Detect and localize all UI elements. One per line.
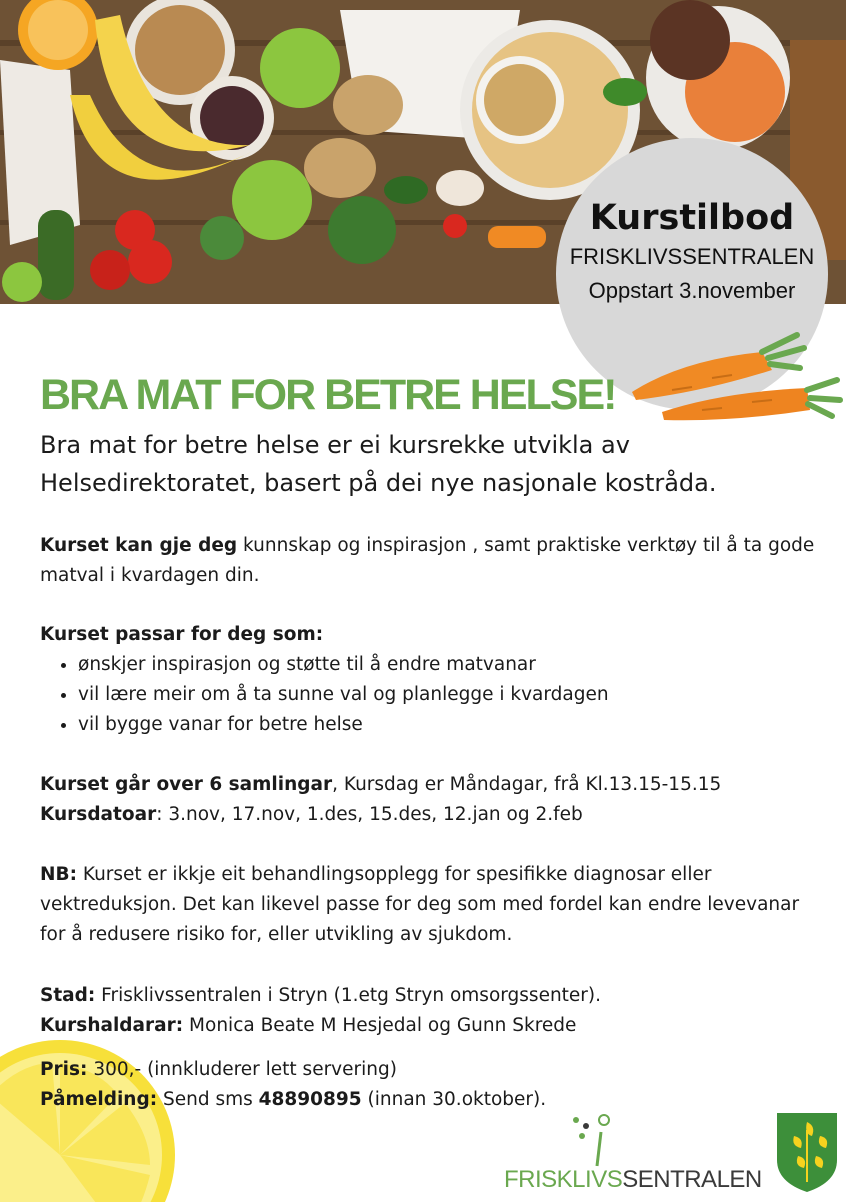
course-sessions [40, 770, 830, 830]
course-benefit-text: kunnskap og inspirasjon , samt praktiske verktøy til å ta gode matval i kvardagen din. [40, 535, 815, 586]
course-dates-text: : 3.nov, 17.nov, 1.des, 15.des, 12.jan og 2.feb [156, 804, 583, 825]
price-text: 300,- (innkluderer lett servering) [87, 1059, 397, 1080]
target-list [40, 650, 838, 740]
price-label: Pris: [40, 1059, 88, 1080]
announcement-text [556, 196, 828, 308]
carrots-illustration [622, 330, 844, 430]
note-label: NB: [40, 864, 77, 885]
signup-phone: 48890895 [258, 1089, 362, 1110]
course-benefit-label: Kurset kan gje deg [40, 535, 238, 556]
price-signup [40, 1055, 830, 1115]
announcement-title: Kurstilbod [589, 198, 795, 238]
hosts-text: Monica Beate M Hesjedal og Gunn Skrede [183, 1015, 577, 1036]
signup-deadline: (innan 30.oktober). [361, 1089, 547, 1110]
signup-label: Påmelding: [40, 1089, 158, 1110]
target-heading-label: Kurset passar for deg som: [40, 624, 324, 645]
intro-paragraph: Bra mat for betre helse er ei kursrekke utvikla av Helsedirektoratet, basert på dei nye nasjonale kostråda. [40, 431, 717, 497]
stryn-coat-of-arms [774, 1110, 840, 1194]
start-date: Oppstart 3.november [588, 278, 796, 303]
headline: BRA MAT FOR BETRE HELSE! [40, 371, 616, 419]
location-text: Frisklivssentralen i Stryn (1.etg Stryn omsorgssenter). [95, 985, 602, 1006]
list-item: • ønskjer inspirasjon og støtte til å endre matvanar [78, 650, 838, 680]
frisklivs-logo-mark [502, 1112, 612, 1168]
course-benefit [40, 531, 830, 591]
location-label: Stad: [40, 985, 96, 1006]
course-note [40, 860, 800, 950]
course-sessions-text: , Kursdag er Måndagar, frå Kl.13.15-15.15 [332, 774, 722, 795]
hosts-label: Kurshaldarar: [40, 1015, 184, 1036]
list-item: • vil bygge vanar for betre helse [78, 710, 838, 740]
signup-text: Send sms [157, 1089, 259, 1110]
course-dates-label: Kursdatoar [40, 804, 157, 825]
logo-part-frisklivs: FRISKLIVS [504, 1166, 623, 1193]
logo-part-sentralen: SENTRALEN [622, 1166, 762, 1193]
course-sessions-label: Kurset går over 6 samlingar [40, 774, 333, 795]
target-heading [40, 620, 830, 650]
frisklivs-logo-text [504, 1166, 762, 1194]
course-location [40, 981, 830, 1041]
organization-name: FRISKLIVSSENTRALEN [569, 244, 815, 269]
list-item: • vil lære meir om å ta sunne val og planlegge i kvardagen [78, 680, 838, 710]
note-text: Kurset er ikkje eit behandlingsopplegg for spesifikke diagnosar eller vektreduksjon. Det kan likevel passe for deg som med fordel kan endre levevanar for å redusere risiko for, eller utvikling av sjukdom. [40, 864, 800, 945]
